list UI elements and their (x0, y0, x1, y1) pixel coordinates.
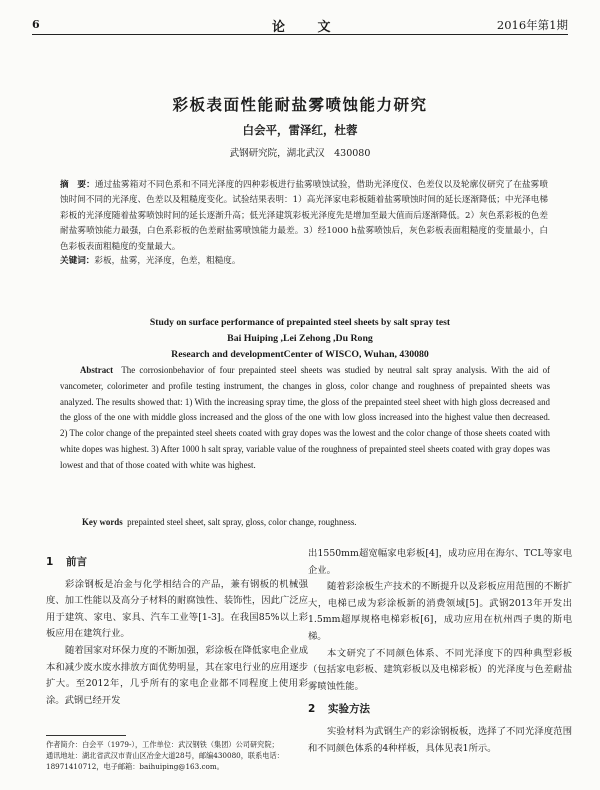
section-2-number: 2 (308, 703, 316, 716)
intro-paragraph-1: 彩涂钢板是冶金与化学相结合的产品，兼有钢板的机械强度、加工性能以及高分子材料的耐腐蚀性、装饰性，因此广泛应用于建筑、家电、家具、汽车工业等[1-3]。在我国85%以上彩板应用在建筑行业。 (46, 578, 308, 640)
footnote-line-1: 作者简介：白会平（1979-），工作单位：武汉钢铁（集团）公司研究院； (46, 740, 279, 749)
intro-paragraph-3: 出1550mm超宽幅家电彩板[4]，成功应用在海尔、TCL等家电企业。 (308, 548, 572, 576)
abstract-en (60, 363, 550, 474)
issue-label: 2016年第1期 (496, 18, 568, 32)
left-column (46, 548, 308, 709)
keywords-cn (60, 254, 548, 266)
right-column (308, 546, 572, 757)
method-paragraph-1: 实验材料为武钢生产的彩涂钢板板，选择了不同光泽度范围和不同颜色体系的4种样板，具体见表1所示。 (308, 725, 572, 754)
section-2-heading (308, 701, 572, 718)
intro-paragraph-5: 本文研究了不同颜色体系、不同光泽度下的四种典型彩板（包括家电彩板、建筑彩板以及电梯彩板）的光泽度与色差耐盐雾喷蚀性能。 (308, 647, 572, 692)
intro-paragraph-4: 随着彩涂板生产技术的不断提升以及彩板应用范围的不断扩大，电梯已成为彩涂板新的消费领域[5]。武钢2013年开发出1.5mm超厚规格电梯彩板[6]，成功应用在杭州西子奥的斯电梯。 (308, 581, 572, 642)
section-1-heading (46, 554, 308, 571)
keywords-cn-text: 彩板，盐雾，光泽度，色差，粗糙度。 (94, 256, 241, 266)
affiliation: 武钢研究院，湖北武汉 430080 (229, 148, 371, 159)
abstract-en-label: Abstract (80, 365, 114, 375)
journal-section: 论 文 (272, 20, 345, 35)
author-footnote (46, 739, 308, 772)
abstract-cn-label: 摘 要： (60, 180, 95, 190)
abstract-cn-text: 通过盐雾箱对不同色系和不同光泽度的四种彩板进行盐雾喷蚀试验，借助光泽度仪、色差仪以及轮廓仪研究了在盐雾喷蚀时间不同的光泽度、色差以及粗糙度变化。试验结果表明：1）高光泽家电彩板随着盐雾喷蚀时间的延长逐渐降低；中光泽电梯彩板的光泽度随着盐雾喷蚀时间的延长逐渐升高；低光泽建筑彩板光泽度先是增加至最大值而后逐渐降低。2）灰色系彩板的色差耐盐雾喷蚀能力最强，白色系彩板的色差耐盐雾喷蚀能力最差。3）经1000 h盐雾喷蚀后，灰色彩板表面粗糙度的变量最小，白色彩板表面粗糙度的变量最大。 (60, 180, 548, 252)
intro-paragraph-2: 随着国家对环保力度的不断加强，彩涂板在降低家电企业成本和减少废水废水排放方面优势明显，其在家电行业的应用逐步扩大。至2012年，几乎所有的家电企业都不同程度上使用彩涂。武钢已经开发 (46, 644, 308, 706)
footnote-line-2: 通讯地址：湖北省武汉市青山区冶金大道28号，邮编430080，联系电话：18971410712，电子邮箱：baihuiping@163.com。 (46, 751, 284, 771)
abstract-en-text: The corrosionbehavior of four prepainted steel sheets was studied by neutral salt spray analysis. With the aid of vancometer, colorimeter and profile testing instrument, the changes in gloss, color change and roughness of prepainted sheets was analyzed. The results showed that: 1) With the increasing spray time, the gloss of the prepainted steel sheet with high gloss decreased and the gloss of the one with middle gloss increased and the gloss of the one with low gloss increased into the highest value then decreased. 2) The color change of the prepainted steel sheets coated with gray dopes was the lowest and the color change of those sheets coated with white dopes was highest. 3) After 1000 h salt spray, variable value of the roughness of prepainted steel sheets coated with gray dopes was lowest and that of those coated with white was highest. (60, 365, 550, 470)
keywords-en (82, 517, 552, 527)
section-1-number: 1 (46, 556, 54, 568)
section-1-title: 前言 (66, 556, 87, 568)
keywords-cn-label: 关键词： (60, 256, 95, 266)
keywords-en-label: Key words (82, 517, 123, 527)
footnote-rule (46, 735, 126, 736)
paper-title: 彩板表面性能耐盐雾喷蚀能力研究 (172, 96, 428, 114)
english-affiliation: Research and developmentCenter of WISCO, Wuhan, 430080 (171, 349, 429, 360)
english-authors: Bai Huiping ,Lei Zehong ,Du Rong (227, 333, 373, 344)
author-list: 白会平，雷泽红，杜蓉 (242, 123, 358, 137)
page-number: 6 (32, 18, 40, 31)
section-2-title: 实验方法 (328, 703, 370, 716)
abstract-cn (60, 178, 548, 255)
keywords-en-text: prepainted steel sheet, salt spray, gloss, color change, roughness. (127, 517, 357, 527)
english-title: Study on surface performance of prepainted steel sheets by salt spray test (149, 317, 451, 328)
running-header (32, 14, 568, 35)
